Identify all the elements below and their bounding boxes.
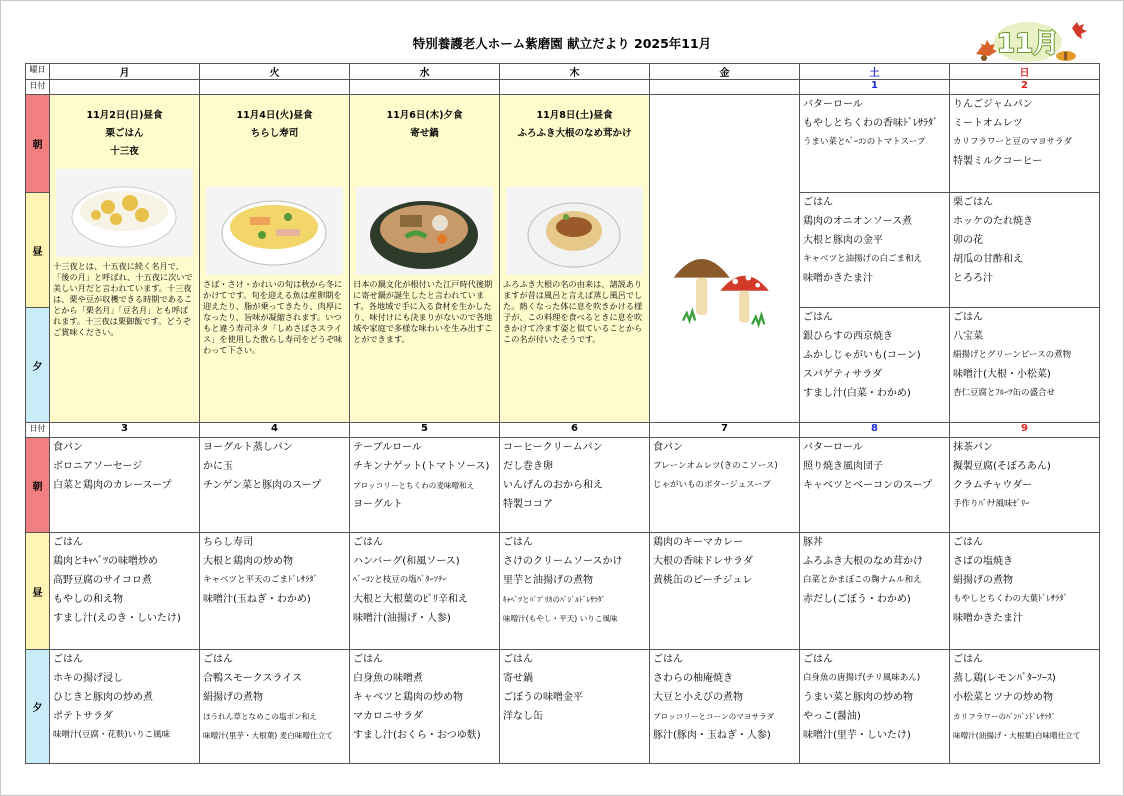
date-cell (350, 80, 500, 95)
date-cell: 4 (200, 423, 350, 438)
menu-item: キャベツと平天のごまﾄﾞﾚｻﾗﾀﾞ (203, 575, 318, 585)
menu-item: 大根と豚肉の金平 (803, 235, 883, 246)
menu-item: 食パン (653, 442, 683, 453)
menu-item: うまい菜とﾍﾞｰｺﾝのトマトスープ (803, 137, 926, 147)
sat-dinner (800, 308, 950, 423)
date-cell: 7 (650, 423, 800, 438)
weekday-label: 曜日 (26, 64, 50, 80)
menu-item: 洋なし缶 (503, 711, 543, 722)
menu-item: ごはん (803, 197, 833, 208)
menu-item: 味噌かきたま汁 (953, 613, 1023, 624)
menu-item: 八宝菜 (953, 331, 983, 342)
menu-item: 蒸し鶏(レモンﾊﾞﾀｰｿｰｽ) (953, 673, 1056, 684)
furofuki-daikon-photo (506, 187, 643, 275)
menu-item: うまい菜と豚肉の炒め物 (803, 692, 913, 703)
feature-dish: 栗ごはん (105, 128, 144, 139)
menu-item: 味噌汁(油揚げ・大根葉)白味噌仕立て (953, 731, 1081, 740)
menu-item: 味噌汁(大根・小松菜) (953, 369, 1051, 380)
feature-heading (50, 95, 199, 167)
menu-item: ヨーグルト (353, 499, 403, 510)
chirashi-sushi-photo (206, 187, 343, 275)
week2-breakfast-row (26, 438, 1100, 533)
wed-breakfast (350, 438, 500, 533)
menu-item: 杏仁豆腐とﾌﾙｰﾂ缶の盛合せ (953, 388, 1056, 398)
feature-card (50, 95, 200, 423)
menu-item: さわらの柚庵焼き (653, 673, 733, 684)
date-cell: 3 (50, 423, 200, 438)
menu-item: 味噌汁(もやし・平天) いりこ風味 (503, 614, 618, 623)
menu-item: 照り焼き風肉団子 (803, 461, 883, 472)
tue-dinner (200, 650, 350, 764)
menu-item: ほうれん草となめこの塩ポン和え (203, 712, 317, 721)
week2-dinner-row (26, 650, 1100, 764)
weekday-mon: 月 (50, 64, 200, 80)
thu-breakfast (500, 438, 650, 533)
menu-item: ごはん (53, 537, 83, 548)
feature-date: 11月4日(火)昼食 (236, 110, 313, 121)
menu-item: すまし汁(おくら・おつゆ麩) (353, 730, 481, 741)
date-cell (50, 80, 200, 95)
menu-item: ボロニアソーセージ (53, 461, 143, 472)
menu-item: やっこ(醤油) (803, 711, 861, 722)
menu-item: ごはん (953, 654, 983, 665)
menu-item: 白菜とかまぼこの麹ナムル和え (803, 575, 922, 585)
fri-dinner (650, 650, 800, 764)
feature-text: 日本の鍋文化が根付いた江戸時代後期に寄せ鍋が誕生したと言われています。各地域で手に入る食材を生かしたり、味付けにも決まりがないので各地域や家庭で多様な味わいを生み出すことができます。 (353, 279, 493, 344)
menu-item: キャベツと鶏肉の炒め物 (353, 692, 463, 703)
menu-item: ごはん (953, 537, 983, 548)
menu-item: ふかしじゃがいも(コーン) (803, 350, 921, 361)
menu-item: 白菜と鶏肉のカレースープ (53, 480, 172, 491)
menu-item: すまし汁(えのき・しいたけ) (53, 613, 181, 624)
sat-dinner (800, 650, 950, 764)
menu-item: 寄せ鍋 (503, 673, 533, 684)
meal-label-breakfast: 朝 (26, 95, 50, 193)
date-row-week2 (26, 423, 1100, 438)
weekday-row (26, 64, 1100, 80)
menu-item: もやしの和え物 (53, 594, 123, 605)
date-cell (650, 80, 800, 95)
mon-lunch (50, 533, 200, 650)
meal-label-lunch: 昼 (26, 193, 50, 308)
menu-item: ごはん (353, 537, 383, 548)
menu-item: カリフラワーと豆のマヨサラダ (953, 137, 1072, 147)
feature-text: さば・さけ・かれいの旬は秋から冬にかけてです。旬を迎える魚は産卵期を迎えたり、脂が乗ってきたり、肉厚になったり、旨味が凝縮されます。いつもと違う寿司ネタ「しめさばさスライス」を使用した散らし寿司をどうぞ味わって下さい。 (203, 279, 343, 355)
menu-item: 大根と鶏肉の炒め物 (203, 556, 293, 567)
weekday-fri: 金 (650, 64, 800, 80)
date-cell: 5 (350, 423, 500, 438)
menu-item: 鶏肉のキーマカレー (653, 537, 743, 548)
menu-item: 絹揚げの煮物 (953, 575, 1013, 586)
menu-item: ごはん (953, 312, 983, 323)
sun-lunch (950, 533, 1100, 650)
menu-item: もやしとちくわの香味ﾄﾞﾚｻﾗﾀﾞ (803, 118, 938, 129)
menu-item: ごはん (803, 654, 833, 665)
yosenabe-photo (356, 187, 493, 275)
menu-item: 味噌汁(油揚げ・人参) (353, 613, 451, 624)
menu-item: ブロッコリーとコーンのマヨサラダ (653, 712, 775, 721)
tue-breakfast (200, 438, 350, 533)
menu-item: 栗ごはん (953, 197, 993, 208)
menu-item: 手作りﾊﾞﾅﾅ風味ｾﾞﾘｰ (953, 499, 1030, 509)
menu-item: マカロニサラダ (353, 711, 423, 722)
date-label: 日付 (26, 423, 50, 438)
menu-item: 赤だし(ごぼう・わかめ) (803, 594, 911, 605)
menu-item: 食パン (53, 442, 83, 453)
menu-item: 抹茶パン (953, 442, 993, 453)
menu-item: 合鴨スモークスライス (203, 673, 303, 684)
menu-item: カリフラワーのﾊﾞﾝﾊﾞﾝﾄﾞﾚｻﾗﾀﾞ (953, 712, 1056, 721)
menu-item: 絹揚げの煮物 (203, 692, 263, 703)
sun-breakfast (950, 95, 1100, 193)
weekday-tue: 火 (200, 64, 350, 80)
feature-date: 11月6日(木)夕食 (386, 110, 463, 121)
sat-lunch (800, 193, 950, 308)
menu-item: 味噌汁(里芋・大根葉) 麦白味噌仕立て (203, 731, 333, 740)
meal-label-breakfast: 朝 (26, 438, 50, 533)
menu-item: ごはん (503, 537, 533, 548)
menu-item: ごぼうの味噌金平 (503, 692, 583, 703)
feature-dish: 寄せ鍋 (410, 128, 439, 139)
sun-lunch (950, 193, 1100, 308)
feature-heading (200, 95, 349, 167)
menu-item: バターロール (803, 442, 863, 453)
menu-item: ふろふき大根のなめ茸かけ (803, 556, 923, 567)
menu-item: ヨーグルト蒸しパン (203, 442, 293, 453)
menu-item: プレーンオムレツ(きのこソース) (653, 461, 778, 471)
menu-item: 鶏肉とｷｬﾍﾞﾂの味噌炒め (53, 556, 158, 567)
month-badge (968, 16, 1090, 64)
menu-item: キャベツと油揚げの白ごま和え (803, 254, 923, 264)
meal-label-dinner: 夕 (26, 308, 50, 423)
menu-item: ひじきと豚肉の炒め煮 (53, 692, 153, 703)
menu-item: ﾍﾞｰｺﾝと枝豆の塩ﾊﾞﾀｰｿﾃｰ (353, 575, 447, 585)
feature-card (350, 95, 500, 423)
menu-item: コーヒークリームパン (503, 442, 603, 453)
meal-label-lunch: 昼 (26, 533, 50, 650)
menu-item: スパゲティサラダ (803, 369, 883, 380)
menu-item: ちらし寿司 (203, 537, 253, 548)
feature-card (500, 95, 650, 423)
menu-item: 大根と大根葉のﾋﾟﾘ辛和え (353, 594, 468, 605)
menu-item: ホキの揚げ浸し (53, 673, 123, 684)
menu-item: 高野豆腐のサイコロ煮 (53, 575, 152, 586)
week2-lunch-row (26, 533, 1100, 650)
menu-item: 黄桃缶のピーチジュレ (653, 575, 753, 586)
page-title: 特別養護老人ホーム紫磨園 献立だより 2025年11月 (412, 36, 712, 51)
menu-item: じゃがいものポタージュスープ (653, 480, 771, 490)
menu-item: だし巻き卵 (503, 461, 553, 472)
menu-item: 擬製豆腐(そぼろあん) (953, 461, 1051, 472)
chestnut-rice-photo (56, 169, 193, 257)
date-cell (500, 80, 650, 95)
menu-item: 豚丼 (803, 537, 823, 548)
menu-item: もやしとちくわの大葉ﾄﾞﾚｻﾗﾀﾞ (953, 594, 1068, 604)
menu-item: さばの塩焼き (953, 556, 1013, 567)
date-cell (200, 80, 350, 95)
feature-heading (350, 95, 499, 167)
date-row-week1 (26, 80, 1100, 95)
mon-dinner (50, 650, 200, 764)
menu-item: 卯の花 (953, 235, 983, 246)
menu-item: 白身魚の味噌煮 (353, 673, 423, 684)
menu-item: いんげんのおから和え (503, 480, 603, 491)
menu-item: ハンバーグ(和風ソース) (353, 556, 460, 567)
mushroom-icon (655, 240, 795, 334)
menu-item: 特製ココア (503, 499, 553, 510)
menu-item: ごはん (353, 654, 383, 665)
menu-item: ごはん (503, 654, 533, 665)
menu-item: 味噌汁(豆腐・花麩)いりこ風味 (53, 730, 171, 740)
feature-card (200, 95, 350, 423)
weekday-wed: 水 (350, 64, 500, 80)
autumn-leaves-icon (968, 16, 1090, 64)
weekday-sat: 土 (800, 64, 950, 80)
menu-item: ｷｬﾍﾞﾂとﾊﾟﾌﾟﾘｶのﾊﾞｼﾞﾙﾄﾞﾚｻﾗﾀﾞ (503, 595, 606, 604)
date-cell-sun: 9 (950, 423, 1100, 438)
menu-item: 絹揚げとグリーンピースの煮物 (953, 350, 1072, 360)
menu-item: 胡瓜の甘酢和え (953, 254, 1023, 265)
menu-item: クラムチャウダー (953, 480, 1033, 491)
mushroom-illustration (650, 95, 800, 423)
menu-item: チンゲン菜と豚肉のスープ (203, 480, 322, 491)
feature-heading (500, 95, 649, 167)
tue-lunch (200, 533, 350, 650)
menu-item: 大根の香味ドレサラダ (653, 556, 753, 567)
menu-item: 大豆と小えびの煮物 (653, 692, 743, 703)
date-label: 日付 (26, 80, 50, 95)
menu-item: 鶏肉のオニオンソース煮 (803, 216, 913, 227)
sat-lunch (800, 533, 950, 650)
menu-item: 白身魚の唐揚げ(チリ風味あん) (803, 673, 921, 683)
month-badge-text: 11月 (996, 29, 1060, 59)
date-cell: 6 (500, 423, 650, 438)
date-cell-sat: 8 (800, 423, 950, 438)
menu-item: キャベツとベーコンのスープ (803, 480, 932, 491)
fri-breakfast (650, 438, 800, 533)
thu-lunch (500, 533, 650, 650)
feature-dish: ふろふき大根のなめ茸かけ (517, 128, 632, 139)
week1-breakfast-row (26, 95, 1100, 193)
fri-lunch (650, 533, 800, 650)
menu-item: ブロッコリーとちくわの麦味噌和え (353, 481, 475, 490)
date-cell-sat: 1 (800, 80, 950, 95)
wed-lunch (350, 533, 500, 650)
menu-item: とろろ汁 (953, 273, 993, 284)
menu-item: ポテトサラダ (53, 711, 113, 722)
menu-table (25, 63, 1100, 764)
menu-item: かに玉 (203, 461, 233, 472)
menu-item: 銀ひらすの西京焼き (803, 331, 893, 342)
weekday-thu: 木 (500, 64, 650, 80)
feature-text: 十三夜とは、十五夜に続く名月で、「後の月」と呼ばれ、十五夜に次いで美しい月だと言われています。十三夜は、栗や豆が収穫できる時期であることから「栗名月」「豆名月」とも呼ばれます。十三夜は栗御飯です。どうぞご賞味ください。 (53, 261, 193, 337)
menu-item: ごはん (203, 654, 233, 665)
menu-item: 小松菜とツナの炒め物 (953, 692, 1053, 703)
menu-item: 豚汁(豚肉・玉ねぎ・人参) (653, 730, 771, 741)
sun-dinner (950, 650, 1100, 764)
menu-item: テーブルロール (353, 442, 422, 453)
menu-item: 味噌汁(玉ねぎ・わかめ) (203, 594, 311, 605)
menu-item: ミートオムレツ (953, 118, 1023, 129)
date-cell-sun: 2 (950, 80, 1100, 95)
meal-label-dinner: 夕 (26, 650, 50, 764)
wed-dinner (350, 650, 500, 764)
menu-item: ごはん (53, 654, 83, 665)
menu-item: バターロール (803, 99, 863, 110)
menu-item: ごはん (803, 312, 833, 323)
feature-text: ふろふき大根の名の由来は、諸説ありますが昔は風呂と言えば蒸し風呂でした。熱くなった体に息を吹きかける様子が、この料理を食べるときに息を吹きかけて冷ます姿と似ていることからこの名が付いたそうです。 (503, 279, 643, 344)
sun-dinner (950, 308, 1100, 423)
menu-item: さけのクリームソースかけ (503, 556, 623, 567)
menu-item: 味噌汁(里芋・しいたけ) (803, 730, 911, 741)
weekday-sun: 日 (950, 64, 1100, 80)
sat-breakfast (800, 95, 950, 193)
sat-breakfast (800, 438, 950, 533)
menu-item: 里芋と油揚げの煮物 (503, 575, 593, 586)
menu-item: ホッケのたれ焼き (953, 216, 1033, 227)
feature-date: 11月2日(日)昼食 (86, 110, 163, 121)
thu-dinner (500, 650, 650, 764)
mon-breakfast (50, 438, 200, 533)
menu-item: 特製ミルクコーヒー (953, 156, 1043, 167)
feature-sub: 十三夜 (110, 146, 139, 157)
menu-item: ごはん (653, 654, 683, 665)
feature-date: 11月8日(土)昼食 (536, 110, 613, 121)
sun-breakfast (950, 438, 1100, 533)
menu-item: すまし汁(白菜・わかめ) (803, 388, 911, 399)
menu-item: りんごジャムパン (953, 99, 1033, 110)
menu-item: 味噌かきたま汁 (803, 273, 873, 284)
feature-dish: ちらし寿司 (250, 128, 299, 139)
menu-item: チキンナゲット(トマトソース) (353, 461, 490, 472)
